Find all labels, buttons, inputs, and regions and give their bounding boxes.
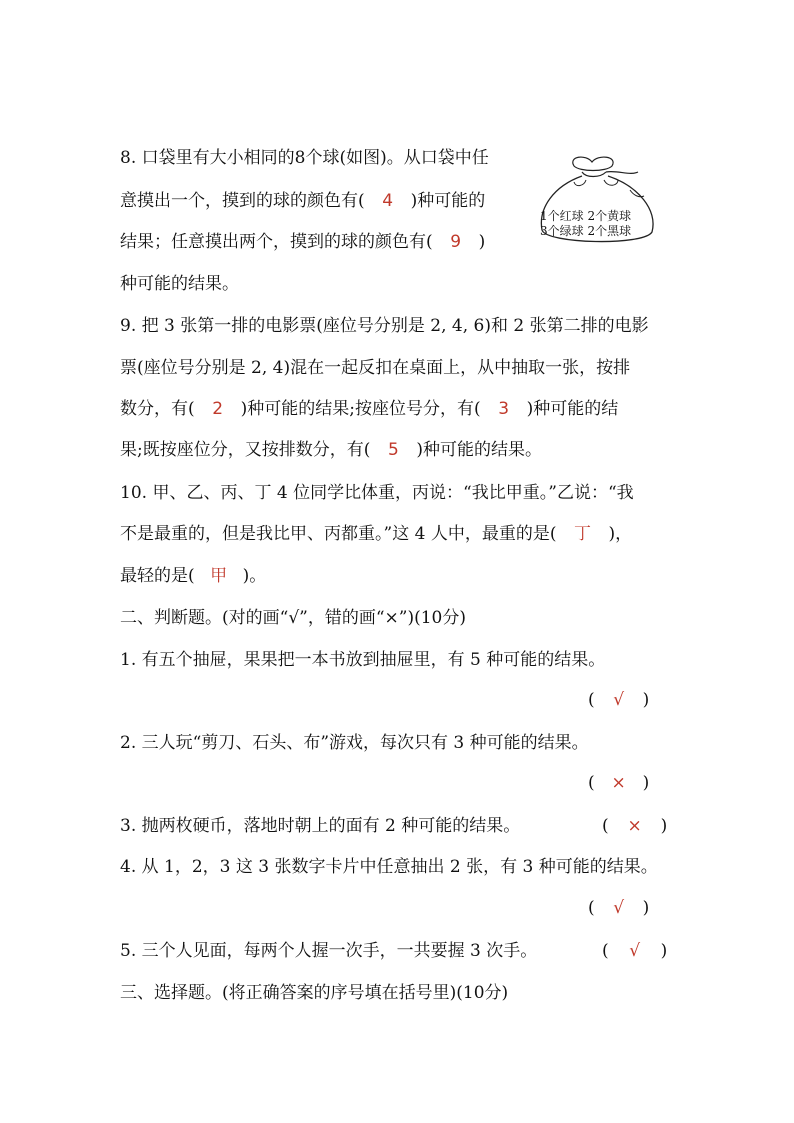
q8-line-4: 种可能的结果。 <box>120 274 239 294</box>
section-3-title: 三、选择题。(将正确答案的序号填在括号里)(10分) <box>120 983 509 1003</box>
judge-item-4-bracket: ( √ ) <box>588 898 650 918</box>
judge-item-5-text: 5. 三个人见面，每两个人握一次手，一共要握 3 次手。 <box>120 941 538 961</box>
q9-answer-1: 2 <box>212 399 224 419</box>
q8-line-3-pre: 结果；任意摸出两个，摸到的球的颜色有( <box>120 232 433 252</box>
judge-item-1-answer: √ <box>613 690 625 710</box>
bag-label-line-2: 3个绿球 2个黑球 <box>540 224 632 238</box>
q8-line-3-post: ) <box>478 232 486 252</box>
q8-line-1: 8. 口袋里有大小相同的8个球(如图)。从口袋中任 <box>120 148 489 168</box>
judge-item-2-bracket: ( × ) <box>588 773 650 793</box>
q9-line-3 <box>120 397 618 421</box>
q9-line-4 <box>120 438 542 462</box>
judge-item-1-text: 1. 有五个抽屉，果果把一本书放到抽屉里，有 5 种可能的结果。 <box>120 650 606 670</box>
q10-line-3 <box>120 564 266 588</box>
q10-line-1: 10. 甲、乙、丙、丁 4 位同学比体重，丙说：“我比甲重。”乙说：“我 <box>120 483 634 503</box>
judge-item-2-text: 2. 三人玩“剪刀、石头、布”游戏，每次只有 3 种可能的结果。 <box>120 733 589 753</box>
judge-item-2-answer: × <box>611 773 626 793</box>
q9-line-3-post: )种可能的结 <box>526 399 619 419</box>
judge-item-1-bracket: ( √ ) <box>588 690 650 710</box>
judge-item-3-text: 3. 抛两枚硬币，落地时朝上的面有 2 种可能的结果。 <box>120 816 521 836</box>
bag-label-line-1: 1个红球 2个黄球 <box>540 209 632 223</box>
q10-line-2 <box>120 522 632 546</box>
judge-item-5-answer: √ <box>629 941 641 961</box>
q10-line-2-pre: 不是最重的，但是我比甲、丙都重。”这 4 人中，最重的是( <box>120 524 557 544</box>
q8-answer-1: 4 <box>382 191 394 211</box>
q9-line-1: 9. 把 3 张第一排的电影票(座位号分别是 2, 4, 6)和 2 张第二排的电影 <box>120 316 649 336</box>
q8-answer-2: 9 <box>450 232 462 252</box>
q8-line-3 <box>120 230 485 254</box>
q9-line-4-pre: 果;既按座位分，又按排数分，有( <box>120 440 371 460</box>
q10-line-3-pre: 最轻的是( <box>120 566 195 586</box>
q9-line-3-pre: 数分，有( <box>120 399 195 419</box>
section-2-title: 二、判断题。(对的画“√”，错的画“×”)(10分) <box>120 608 467 628</box>
judge-item-4-text: 4. 从 1，2，3 这 3 张数字卡片中任意抽出 2 张，有 3 种可能的结果。 <box>120 857 658 877</box>
q9-line-4-post: )种可能的结果。 <box>416 440 542 460</box>
q10-answer-1: 丁 <box>573 524 591 544</box>
q10-line-2-post: )， <box>608 524 633 544</box>
judge-item-4-answer: √ <box>613 898 625 918</box>
judge-item-3-bracket: ( × ) <box>602 816 668 836</box>
q9-line-3-mid: )种可能的结果;按座位号分，有( <box>240 399 481 419</box>
q9-answer-2: 3 <box>498 399 510 419</box>
q10-line-3-post: )。 <box>242 566 267 586</box>
q8-line-2-post: )种可能的 <box>410 191 486 211</box>
judge-item-3-answer: × <box>627 816 642 836</box>
q10-answer-2: 甲 <box>210 566 228 586</box>
q8-line-2-pre: 意摸出一个，摸到的球的颜色有( <box>120 191 365 211</box>
q8-line-2 <box>120 189 485 213</box>
q9-answer-3: 5 <box>387 440 399 460</box>
judge-item-5-bracket: ( √ ) <box>602 941 668 961</box>
q9-line-2: 票(座位号分别是 2, 4)混在一起反扣在桌面上，从中抽取一张，按排 <box>120 358 631 378</box>
